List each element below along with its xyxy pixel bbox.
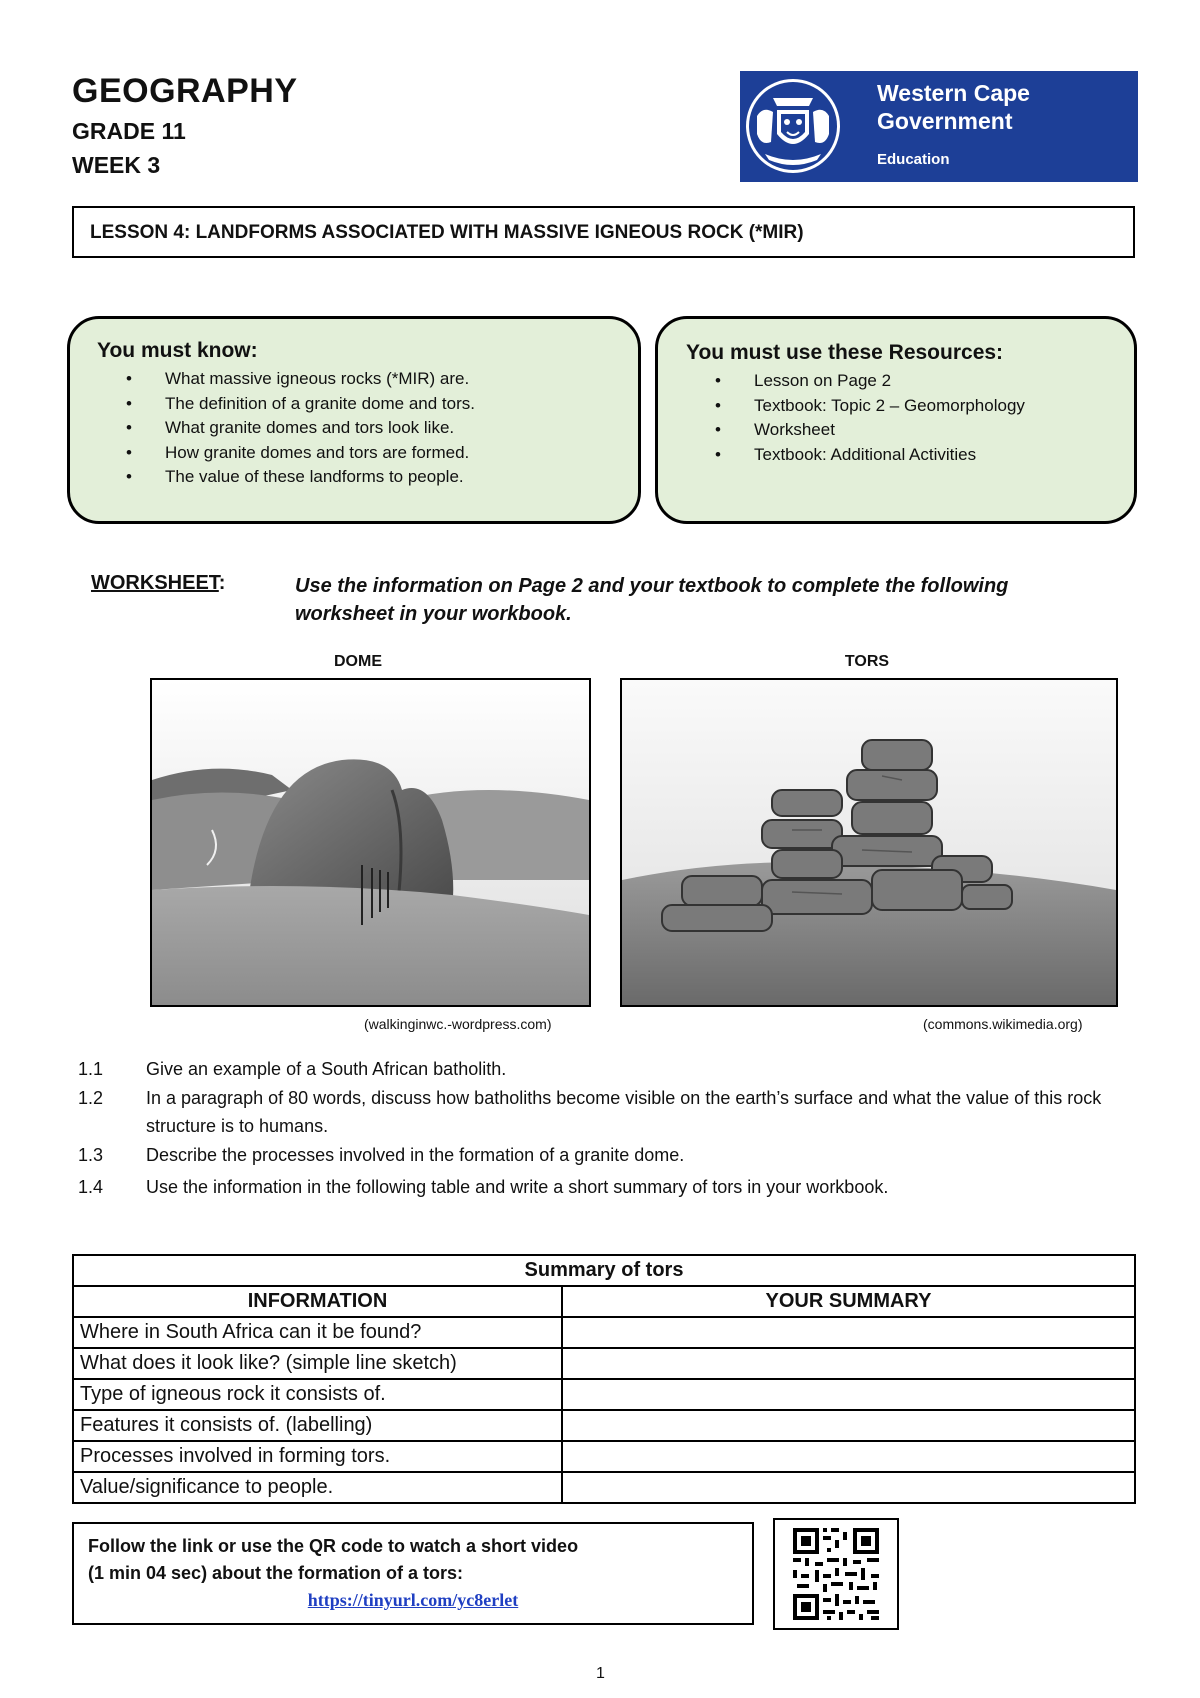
know-item: • The value of these landforms to people. — [97, 465, 638, 490]
question-number: 1.4 — [78, 1177, 104, 1197]
summary-cell — [562, 1317, 1135, 1348]
video-text-line2: (1 min 04 sec) about the formation of a tors: — [88, 1563, 464, 1583]
logo-line2: Government — [877, 108, 1013, 134]
info-cell: Where in South Africa can it be found? — [73, 1317, 562, 1348]
resource-item: • Textbook: Additional Activities — [686, 443, 1134, 468]
question-text: Describe the processes involved in the formation of a granite dome. — [146, 1145, 685, 1165]
qr-code-icon — [775, 1520, 897, 1628]
video-link-box — [72, 1522, 754, 1625]
column-header: YOUR SUMMARY — [562, 1286, 1135, 1317]
question-1-1 — [78, 1055, 1138, 1083]
resources-box-title: You must use these Resources: — [686, 341, 1004, 364]
know-list — [97, 367, 638, 490]
question-number: 1.2 — [78, 1088, 104, 1108]
question-1-3 — [78, 1141, 1138, 1169]
resource-item: • Worksheet — [686, 418, 1134, 443]
video-link[interactable]: https://tinyurl.com/yc8erlet — [307, 1590, 519, 1610]
video-text-line1: Follow the link or use the QR code to watch a short video — [88, 1536, 579, 1556]
info-cell: Features it consists of. (labelling) — [73, 1410, 562, 1441]
grade-label: GRADE 11 — [72, 118, 186, 144]
info-cell: Value/significance to people. — [73, 1472, 562, 1503]
question-1-4 — [78, 1173, 1138, 1201]
table-row — [73, 1472, 1135, 1503]
lesson-title: LESSON 4: LANDFORMS ASSOCIATED WITH MASSIVE IGNEOUS ROCK (*MIR) — [72, 206, 1135, 258]
table-title: Summary of tors — [73, 1255, 1135, 1286]
resource-item: • Lesson on Page 2 — [686, 369, 1134, 394]
tors-caption: TORS — [844, 653, 890, 670]
table-row — [73, 1348, 1135, 1379]
know-box — [67, 316, 641, 524]
table-row — [73, 1317, 1135, 1348]
table-row — [73, 1410, 1135, 1441]
summary-cell — [562, 1348, 1135, 1379]
table-row — [73, 1441, 1135, 1472]
page-number: 1 — [596, 1665, 605, 1682]
worksheet-instruction: Use the information on Page 2 and your textbook to complete the following worksheet in your workbook. — [295, 575, 1009, 625]
tors-summary-table — [72, 1254, 1136, 1504]
coat-of-arms-icon — [743, 76, 843, 176]
question-text: Use the information in the following table and write a short summary of tors in your workbook. — [146, 1177, 889, 1197]
tors-credit: (commons.wikimedia.org) — [923, 1016, 1083, 1032]
resources-box — [655, 316, 1137, 524]
tors-photo — [620, 678, 1118, 1007]
summary-cell — [562, 1379, 1135, 1410]
wcg-logo — [740, 71, 1138, 182]
know-item: • How granite domes and tors are formed. — [97, 441, 638, 466]
know-box-title: You must know: — [97, 339, 258, 362]
question-text: In a paragraph of 80 words, discuss how batholiths become visible on the earth’s surface and what the value of this rock structure is to humans. — [146, 1088, 1102, 1136]
qr-code-box[interactable] — [773, 1518, 899, 1630]
info-cell: Type of igneous rock it consists of. — [73, 1379, 562, 1410]
question-number: 1.3 — [78, 1145, 104, 1165]
question-1-2 — [78, 1084, 1138, 1140]
info-cell: Processes involved in forming tors. — [73, 1441, 562, 1472]
know-item: • What granite domes and tors look like. — [97, 416, 638, 441]
worksheet-label: WORKSHEET: — [91, 572, 226, 594]
week-label: WEEK 3 — [72, 152, 161, 178]
column-header: INFORMATION — [73, 1286, 562, 1317]
resource-item: • Textbook: Topic 2 – Geomorphology — [686, 394, 1134, 419]
question-number: 1.1 — [78, 1059, 104, 1079]
know-item: • The definition of a granite dome and tors. — [97, 392, 638, 417]
dome-credit: (walkinginwc.-wordpress.com) — [364, 1016, 552, 1032]
summary-cell — [562, 1410, 1135, 1441]
know-item: • What massive igneous rocks (*MIR) are. — [97, 367, 638, 392]
logo-line1: Western Cape — [877, 80, 1030, 106]
summary-cell — [562, 1472, 1135, 1503]
resources-list — [686, 369, 1134, 467]
question-text: Give an example of a South African batholith. — [146, 1059, 507, 1079]
info-cell: What does it look like? (simple line sketch) — [73, 1348, 562, 1379]
dome-photo — [150, 678, 591, 1007]
summary-cell — [562, 1441, 1135, 1472]
logo-department: Education — [877, 151, 950, 168]
table-row — [73, 1379, 1135, 1410]
dome-caption: DOME — [334, 653, 382, 670]
subject-title: GEOGRAPHY — [72, 72, 298, 110]
